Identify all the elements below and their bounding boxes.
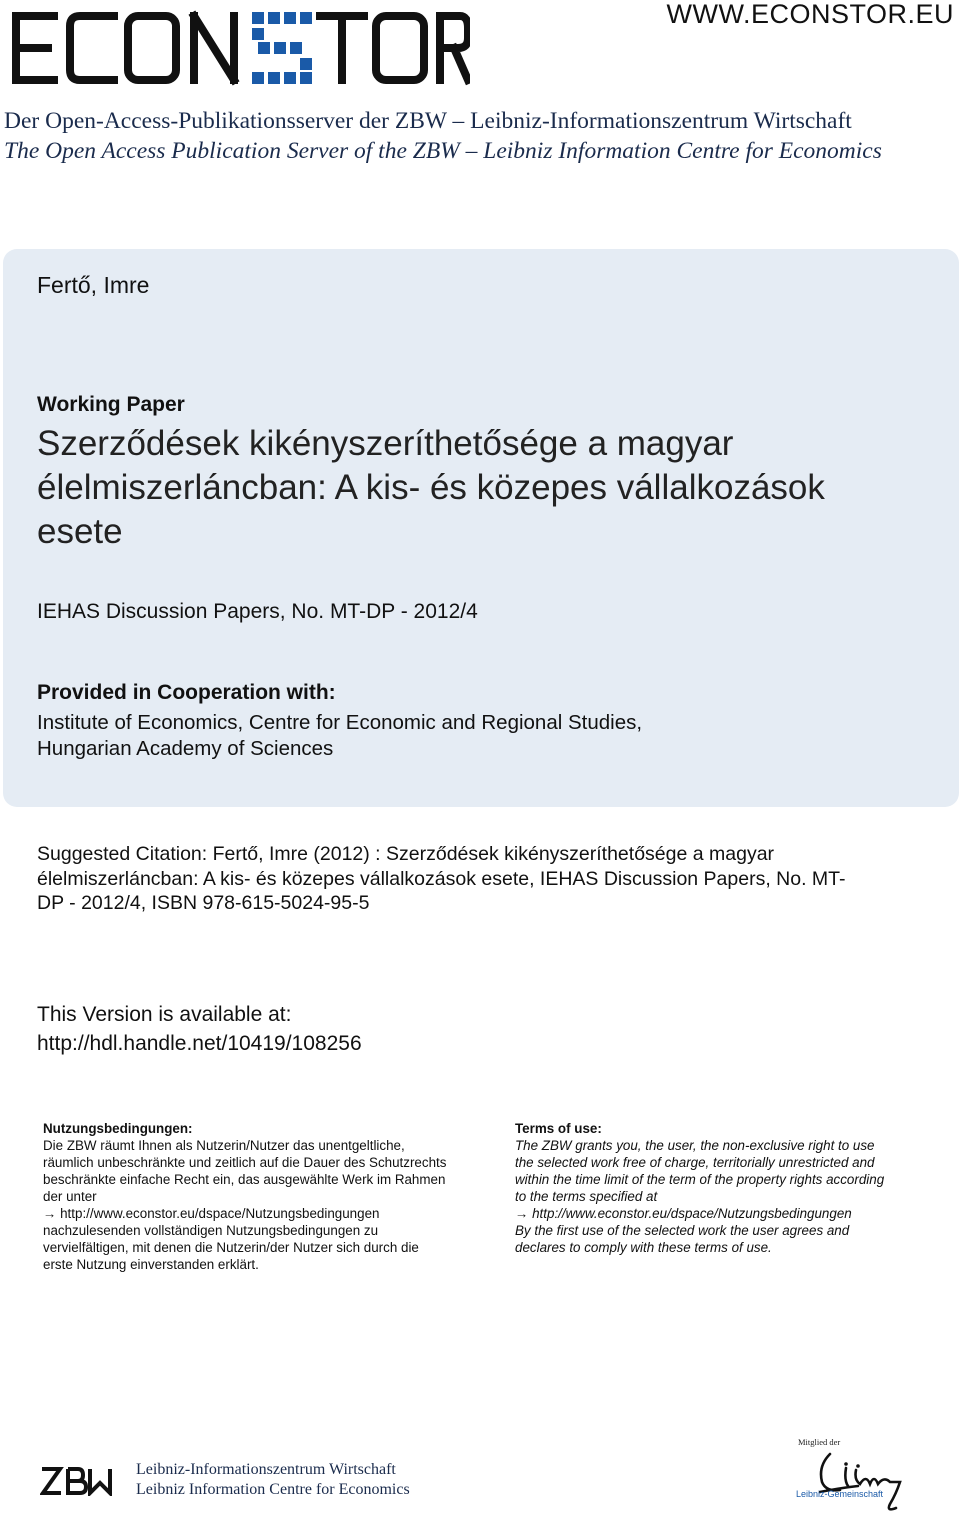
title-line: élelmiszerláncban: A kis- és közepes vállalkozások [37,468,825,507]
leibniz-member-label: Mitglied der [798,1437,841,1447]
terms-line: erste Nutzung einverstanden erklärt. [43,1257,259,1272]
terms-line: The ZBW grants you, the user, the non-exclusive right to use [515,1138,875,1153]
terms-line: By the first use of the selected work the user agrees and [515,1223,850,1238]
terms-line: nachzulesenden vollständigen Nutzungsbedingungen zu [43,1223,379,1238]
terms-line: Die ZBW räumt Ihnen als Nutzerin/Nutzer das unentgeltliche, [43,1138,405,1153]
availability-label: This Version is available at: [37,1003,292,1026]
provided-institution [37,710,642,762]
terms-line: the selected work free of charge, territorially unrestricted and [515,1155,875,1170]
terms-english [515,1120,925,1256]
terms-line: beschränkte einfache Recht ein, das ausgewählte Werk im Rahmen [43,1172,446,1187]
provided-label: Provided in Cooperation with: [37,681,336,704]
terms-line: der unter [43,1189,97,1204]
title-line: Szerződések kikényszeríthetősége a magyar [37,424,734,463]
econstor-logo [8,10,470,86]
terms-german-title: Nutzungsbedingungen: [43,1121,193,1136]
zbw-name-german: Leibniz-Informationszentrum Wirtschaft [136,1461,396,1478]
leibniz-signature-icon [800,1446,910,1516]
site-url[interactable]: WWW.ECONSTOR.EU [666,0,954,29]
handle-link[interactable]: http://hdl.handle.net/10419/108256 [37,1032,362,1055]
leibniz-gemeinschaft-label: Leibniz-Gemeinschaft [796,1489,884,1499]
institution-line: Hungarian Academy of Sciences [37,737,334,760]
zbw-name-english: Leibniz Information Centre for Economics [136,1481,410,1498]
series: IEHAS Discussion Papers, No. MT-DP - 2012/4 [37,600,478,623]
terms-line: to the terms specified at [515,1189,658,1204]
tagline-german: Der Open-Access-Publikationsserver der ZBW – Leibniz-Informationszentrum Wirtschaft [4,108,852,134]
citation-line: élelmiszerláncban: A kis- és közepes vállalkozások esete, IEHAS Discussion Papers, No. MT- [37,867,846,890]
institution-line: Institute of Economics, Centre for Economic and Regional Studies, [37,711,643,734]
terms-line: räumlich unbeschränkte und zeitlich auf die Dauer des Schutzrechts [43,1155,447,1170]
terms-line: within the time limit of the term of the property rights according [515,1172,885,1187]
document-title [37,422,825,554]
terms-line: declares to comply with these terms of use. [515,1240,772,1255]
citation-line: Suggested Citation: Fertő, Imre (2012) : Szerződések kikényszeríthetősége a magyar [37,843,775,865]
tagline-english: The Open Access Publication Server of the ZBW – Leibniz Information Centre for Economics [4,138,882,164]
terms-german [43,1120,483,1273]
title-line: esete [37,512,123,551]
terms-link[interactable]: → http://www.econstor.eu/dspace/Nutzungsbedingungen [43,1206,380,1221]
terms-english-title: Terms of use: [515,1121,602,1136]
zbw-logo [40,1466,112,1496]
citation-line: DP - 2012/4, ISBN 978-615-5024-95-5 [37,892,370,914]
terms-link[interactable]: → http://www.econstor.eu/dspace/Nutzungsbedingungen [515,1206,852,1221]
suggested-citation [37,842,917,916]
terms-line: vervielfältigen, mit denen die Nutzerin/der Nutzer sich durch die [43,1240,419,1255]
document-type: Working Paper [37,393,185,416]
author: Fertő, Imre [37,272,150,298]
